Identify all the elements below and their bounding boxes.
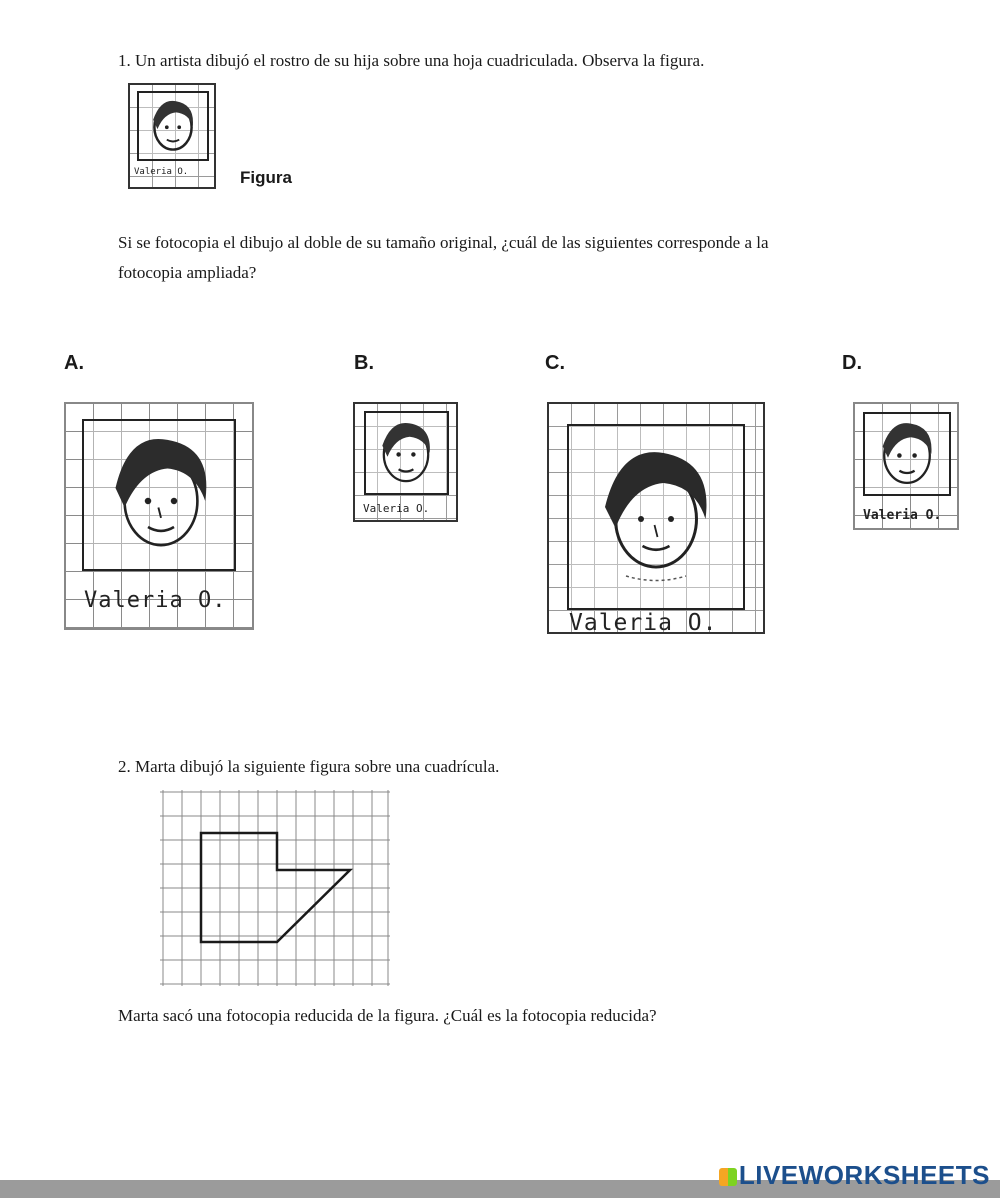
q1-statement: 1. Un artista dibujó el rostro de su hija sobre una hoja cuadriculada. Observa la figura. [118,51,705,70]
option-a-letter[interactable]: A. [64,352,84,374]
q2-statement: 2. Marta dibujó la siguiente figura sobre una cuadrícula. [118,757,500,776]
figure-caption: Figura [240,168,292,187]
option-b-figure[interactable] [353,402,458,522]
option-b-name: Valeria O. [363,502,430,515]
original-figure [128,83,216,189]
brand-icon [719,1168,737,1186]
option-d-letter[interactable]: D. [842,352,862,374]
brand-logo: LIVEWORKSHEETS [719,1160,990,1191]
option-d-name: Valeria O. [863,508,942,523]
option-c-name: Valeria O. [569,610,718,636]
option-c-figure[interactable] [547,402,765,634]
q2-question: Marta sacó una fotocopia reducida de la figura. ¿Cuál es la fotocopia reducida? [118,1006,657,1025]
portrait-image [581,428,731,604]
grid-figure [155,788,395,988]
q1-question-line2: fotocopia ampliada? [118,263,257,282]
portrait-image [142,94,204,158]
option-a-name: Valeria O. [84,588,227,613]
portrait-image [96,422,226,567]
portrait-image [369,414,443,492]
portrait-image [869,414,945,494]
option-b-letter[interactable]: B. [354,352,374,374]
option-d-figure[interactable] [853,402,959,530]
option-c-letter[interactable]: C. [545,352,565,374]
q1-question-line1: Si se fotocopia el dibujo al doble de su tamaño original, ¿cuál de las siguientes corresponde a la [118,233,769,252]
figure-name: Valeria O. [134,167,189,177]
option-a-figure[interactable] [64,402,254,630]
